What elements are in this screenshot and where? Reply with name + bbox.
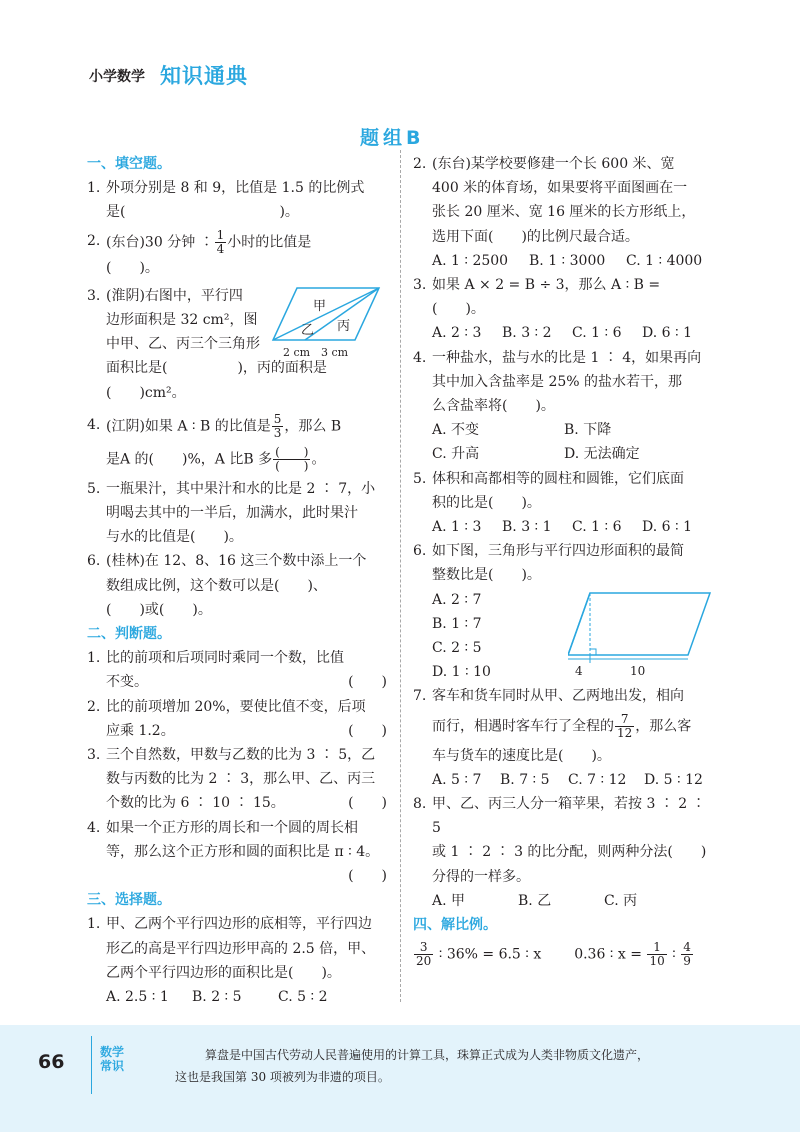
parallelogram-triangles-figure <box>271 282 383 362</box>
fraction: $\frac{1}{4}$ <box>216 227 225 256</box>
judge-question-2: 2. 比的前项增加 20%，要使比值不变，后项 应乘 1.2。 ( ) <box>87 698 387 739</box>
fill-question-3: 3. (淮阴)右图中，平行四 边形面积是 32 cm²，图 中甲、乙、丙三个三角形 面积比是( )，丙的面积是 ( )cm²。 甲 乙 丙 2 cm 3 cm <box>87 284 387 405</box>
fraction: $\frac{7}{12}$ <box>617 711 633 740</box>
fraction-blank: $\frac{( )}{( )}$ <box>275 444 309 473</box>
fill-question-6: 6. (桂林)在 12、8、16 这三个数中添上一个 数组成比例，这个数可以是( )、 ( )或( )。 <box>87 553 367 618</box>
fraction: $\frac{4}{9}$ <box>683 940 691 969</box>
choice-question-3: 3. 如果 A × 2 = B ÷ 3，那么 A ∶ B = ( )。 A. 2 ∶ 3 B. 3 ∶ 2 C. 1 ∶ 6 D. 6 ∶ 1 <box>413 277 692 342</box>
choice-question-5: 5. 体积和高都相等的圆柱和圆锥，它们底面 积的比是( )。 A. 1 ∶ 3 B. 3 ∶ 1 C. 1 ∶ 6 D. 6 ∶ 1 <box>413 470 692 536</box>
parallelogram-triangle-figure <box>568 589 718 679</box>
dim-4: 4 <box>575 664 583 679</box>
judge-question-1: 1. 比的前项和后项同时乘同一个数，比值 不变。 ( ) <box>87 650 387 691</box>
fill-question-1: 1. 外项分别是 8 和 9，比值是 1.5 的比例式 是( )。 <box>87 180 365 221</box>
label-jia: 甲 <box>313 298 327 314</box>
footer-note: 算盘是中国古代劳动人民普遍使用的计算工具，珠算正式成为人类非物质文化遗产， 这也是我国第 30 项被列为非遗的项目。 <box>175 1048 650 1084</box>
choice-question-6: 6. 如下图，三角形与平行四边形面积的最简 整数比是( )。 A. 2 ∶ 7 B. 1 ∶ 7 C. 2 ∶ 5 D. 1 ∶ 10 4 10 <box>413 539 713 684</box>
column-divider <box>400 150 401 1002</box>
dim-3cm: 3 cm <box>321 345 349 359</box>
fill-question-5: 5. 一瓶果汁，其中果汁和水的比是 2 ∶ 7，小 明喝去其中的一半后，加满水，此时果汁 与水的比值是( )。 <box>87 480 376 546</box>
book-brand-title: 知识通典 <box>160 64 248 88</box>
footer-divider <box>91 1036 92 1094</box>
fraction: $\frac{1}{10}$ <box>649 940 665 969</box>
dim-2cm: 2 cm <box>283 345 311 359</box>
left-column <box>87 152 387 1009</box>
section-true-false-heading: 二、判断题。 <box>87 626 171 643</box>
section-solve-proportion-heading: 四、解比例。 <box>413 917 497 934</box>
choice-question-2: 2. (东台)某学校要修建一个长 600 米、宽 400 米的体育场，如果要将平面图画在一 张长 20 厘米、宽 16 厘米的长方形纸上， 选用下面( )的比例尺最合适。 A. 1 ∶ 2500 B. 1 ∶ 3000 C. 1 ∶ 4000 <box>413 156 703 269</box>
choice-question-1: 1. 甲、乙两个平行四边形的底相等，平行四边 形乙的高是平行四边形甲高的 2.5 倍，甲、 乙两个平行四边形的面积比是( )。 A. 2.5 ∶ 1 B. 2 ∶ 5 C. 5 ∶ 2 <box>87 916 376 1006</box>
label-yi: 乙 <box>301 322 315 338</box>
section-choice-heading: 三、选择题。 <box>87 892 171 909</box>
judge-question-3: 3. 三个自然数，甲数与乙数的比为 3 ∶ 5，乙 数与丙数的比为 2 ∶ 3，那么甲、乙、丙三 个数的比为 6 ∶ 10 ∶ 15。 ( ) <box>87 747 387 812</box>
fill-question-4: 4. (江阴)如果 A ∶ B 的比值是 $\frac{5}{3}$ ，那么 B 是A 的( )%，A 比B 多 $\frac{( )}{( )}$ 。 <box>87 411 342 473</box>
fraction: $\frac{5}{3}$ <box>273 411 282 440</box>
section-fill-blank-heading: 一、填空题。 <box>87 156 171 172</box>
page-title: 题组B <box>360 127 425 149</box>
footer-tag: 数学常识 <box>100 1045 125 1073</box>
book-series-label: 小学数学 <box>89 69 145 85</box>
label-bing: 丙 <box>337 318 351 334</box>
fill-question-2: 2. (东台)30 分钟 ∶ $\frac{1}{4}$ 小时的比值是 ( )。 <box>87 227 312 276</box>
dim-10: 10 <box>630 664 646 679</box>
judge-question-4: 4. 如果一个正方形的周长和一个圆的周长相 等，那么这个正方形和圆的面积比是 π ∶ 4。 ( ) <box>87 819 387 885</box>
right-column <box>413 152 713 968</box>
fraction: $\frac{3}{20}$ <box>416 940 432 969</box>
proportion-equations: $\frac{3}{20}$ ∶ 36% = 6.5 ∶ x 0.36 ∶ x = $\frac{1}{10}$ ∶ $\frac{4}{9}$ <box>416 940 691 969</box>
page-number: 66 <box>38 1051 65 1073</box>
choice-question-8: 8. 甲、乙、丙三人分一箱苹果，若按 3 ∶ 2 ∶ 5 或 1 ∶ 2 ∶ 3 的比分配，则两种分法( ) 分得的一样多。 A. 甲 B. 乙 C. 丙 <box>413 796 707 909</box>
choice-question-4: 4. 一种盐水，盐与水的比是 1 ∶ 4，如果再向 其中加入含盐率是 25% 的盐水若干，那 么含盐率将( )。 A. 不变 B. 下降 C. 升高 D. 无法确定 <box>413 349 702 463</box>
choice-question-7: 7. 客车和货车同时从甲、乙两地出发，相向 而行，相遇时客车行了全程的 $\frac{7}{12}$ ，那么客 车与货车的速度比是( )。 A. 5 ∶ 7 B. 7 ∶ 5 C. 7 ∶ 12 D. 5 ∶ 12 <box>413 688 703 788</box>
